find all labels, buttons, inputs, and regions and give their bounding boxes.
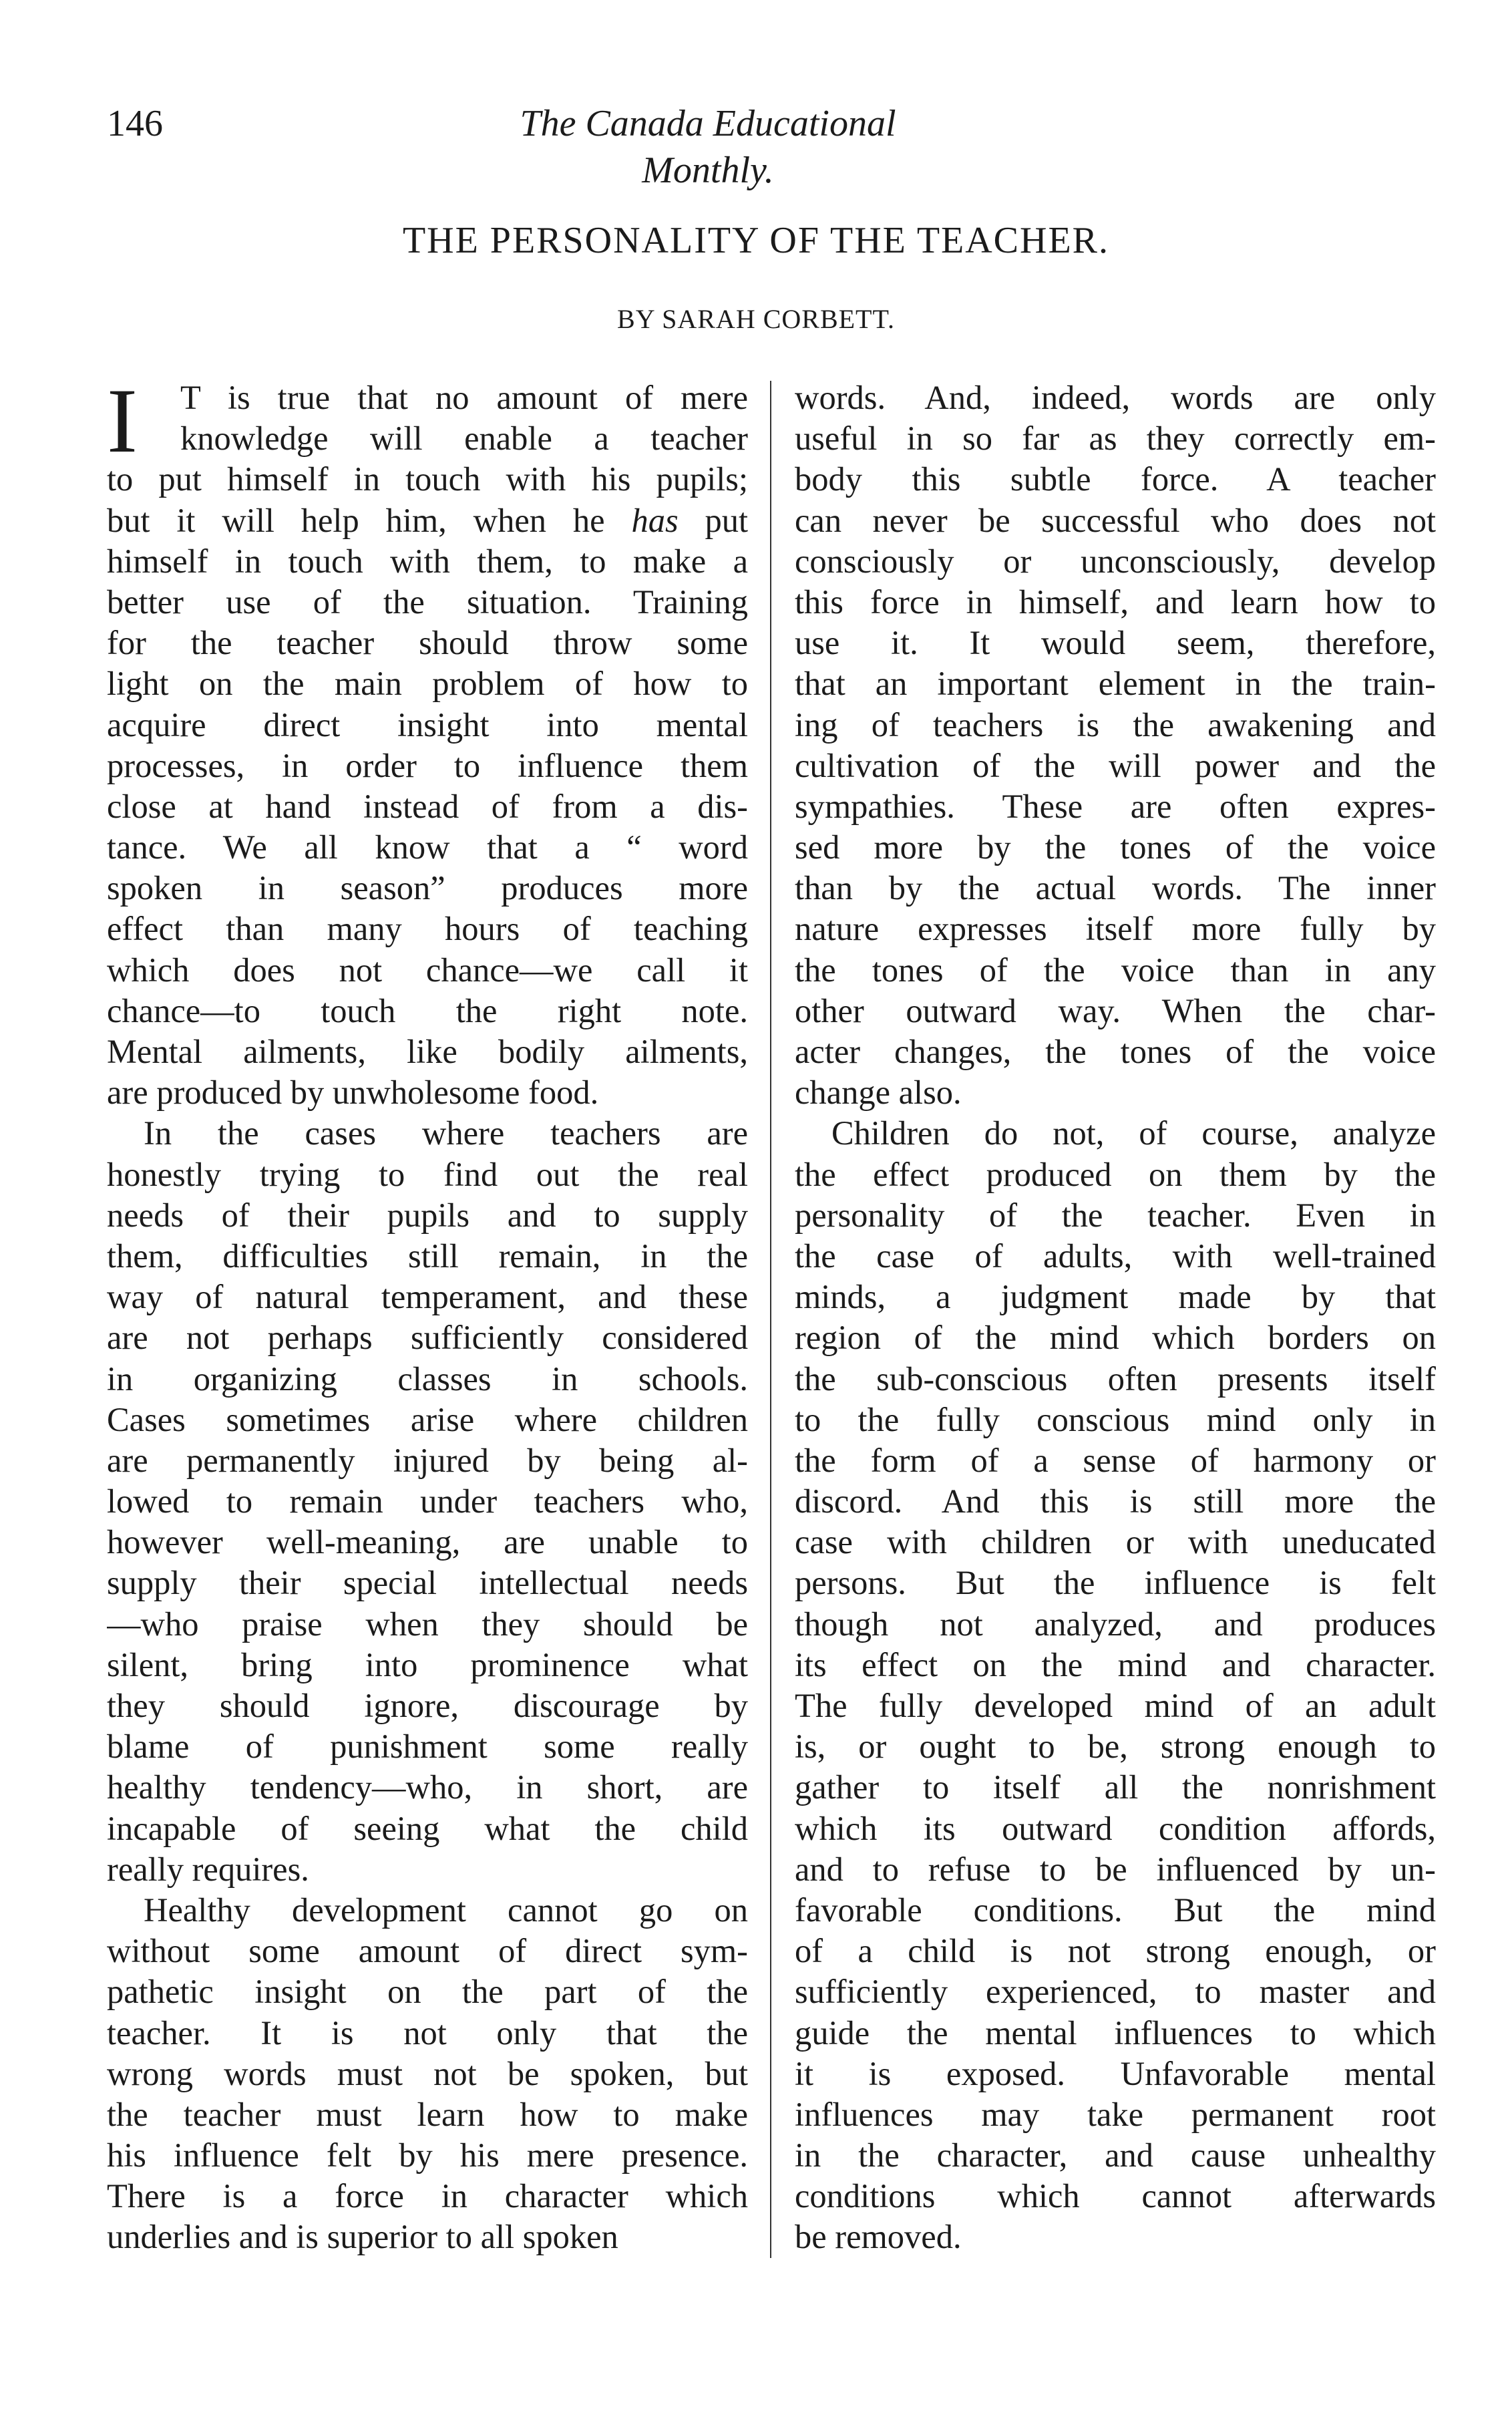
text-line: useful in so far as they correctly em- — [795, 420, 1436, 458]
text-line: change also. — [795, 1074, 962, 1112]
text-line: effect than many hours of teaching — [107, 910, 748, 948]
text-line: persons. But the influence is felt — [795, 1564, 1436, 1602]
text-line: tance. We all know that a “ word — [107, 828, 748, 866]
text-line: however well-meaning, are unable to — [107, 1523, 748, 1561]
text-line: incapable of seeing what the child — [107, 1809, 748, 1847]
journal-title: The Canada Educational Monthly. — [520, 103, 896, 191]
text-line: the form of a sense of harmony or — [795, 1441, 1436, 1479]
text-line: favorable conditions. But the mind — [795, 1891, 1436, 1929]
text-line: to put himself in touch with his pupils; — [107, 460, 748, 498]
text-line: acquire direct insight into mental — [107, 705, 748, 744]
text-line: of a child is not strong enough, or — [795, 1932, 1436, 1970]
text-line: region of the mind which borders on — [795, 1319, 1436, 1357]
text-line: body this subtle force. A teacher — [795, 460, 1436, 498]
text-line: its effect on the mind and character. — [795, 1645, 1436, 1683]
text-line: knowledge will enable a teacher — [180, 420, 748, 458]
text-line: cultivation of the will power and the — [795, 746, 1436, 784]
text-line: in the character, and cause unhealthy — [795, 2136, 1436, 2175]
text-line: In the cases where teachers are — [144, 1114, 748, 1152]
text-line: influences may take permanent root — [795, 2095, 1436, 2133]
article-byline: BY SARAH CORBETT. — [617, 304, 895, 334]
text-line: but it will help him, when he has put — [107, 501, 748, 539]
text-line: Children do not, of course, analyze — [831, 1114, 1436, 1152]
page-number: 146 — [107, 103, 163, 144]
text-line: better use of the situation. Training — [107, 583, 748, 621]
column-rule — [770, 381, 771, 2258]
article-title: THE PERSONALITY OF THE TEACHER. — [402, 220, 1110, 261]
text-line: use it. It would seem, therefore, — [795, 624, 1436, 662]
text-line: processes, in order to influence them — [107, 746, 748, 784]
text-line: Mental ailments, like bodily ailments, — [107, 1033, 748, 1070]
text-line: though not analyzed, and produces — [795, 1605, 1436, 1643]
text-line: way of natural temperament, and these — [107, 1278, 748, 1316]
text-line: sed more by the tones of the voice — [795, 828, 1436, 866]
text-line: other outward way. When the char- — [795, 991, 1436, 1029]
text-line: the case of adults, with well-trained — [795, 1237, 1436, 1275]
text-line: underlies and is superior to all spoken — [107, 2218, 618, 2256]
text-line: the sub-conscious often presents itself — [795, 1359, 1436, 1398]
text-line: discord. And this is still more the — [795, 1482, 1436, 1520]
text-line: Healthy development cannot go on — [144, 1891, 748, 1929]
text-line: be removed. — [795, 2218, 962, 2256]
drop-cap: I — [107, 369, 138, 472]
text-line: which does not chance—we call it — [107, 951, 748, 989]
text-line: supply their special intellectual needs — [107, 1564, 748, 1602]
text-line: wrong words must not be spoken, but — [107, 2054, 748, 2092]
text-line: guide the mental influences to which — [795, 2014, 1436, 2052]
text-line: in organizing classes in schools. — [107, 1359, 748, 1398]
text-line: silent, bring into prominence what — [107, 1645, 748, 1683]
text-line: nature expresses itself more fully by — [795, 910, 1436, 948]
text-line: T is true that no amount of mere — [180, 379, 748, 416]
text-line: conditions which cannot afterwards — [795, 2177, 1436, 2215]
text-line: —who praise when they should be — [107, 1605, 748, 1643]
text-line: The fully developed mind of an adult — [795, 1687, 1436, 1724]
text-line: blame of punishment some really — [107, 1728, 748, 1766]
emphasis: has — [631, 501, 679, 539]
text-line: needs of their pupils and to supply — [107, 1196, 748, 1234]
text-line: words. And, indeed, words are only — [795, 379, 1436, 416]
text-line: they should ignore, discourage by — [107, 1687, 748, 1724]
text-line: teacher. It is not only that the — [107, 2014, 748, 2052]
text-line: close at hand instead of from a dis- — [107, 787, 748, 825]
text-line: are produced by unwholesome food. — [107, 1074, 599, 1112]
text-line: pathetic insight on the part of the — [107, 1973, 748, 2011]
text-line: minds, a judgment made by that — [795, 1278, 1436, 1316]
text-line: is, or ought to be, strong enough to — [795, 1728, 1436, 1766]
text-line: that an important element in the train- — [795, 665, 1436, 703]
text-line: Cases sometimes arise where children — [107, 1400, 748, 1438]
text-line: There is a force in character which — [107, 2177, 748, 2215]
text-line: spoken in season” produces more — [107, 869, 748, 907]
text-line: this force in himself, and learn how to — [795, 583, 1436, 621]
text-line: gather to itself all the nonrishment — [795, 1768, 1436, 1806]
text-line: than by the actual words. The inner — [795, 869, 1436, 907]
text-line: chance—to touch the right note. — [107, 991, 748, 1029]
text-line: healthy tendency—who, in short, are — [107, 1768, 748, 1806]
text-line: personality of the teacher. Even in — [795, 1196, 1436, 1234]
text-line: sympathies. These are often expres- — [795, 787, 1436, 825]
text-line: sufficiently experienced, to master and — [795, 1973, 1436, 2011]
text-line: really requires. — [107, 1850, 309, 1888]
text-line: consciously or unconsciously, develop — [795, 542, 1436, 580]
text-line: to the fully conscious mind only in — [795, 1400, 1436, 1438]
text-line: ing of teachers is the awakening and — [795, 705, 1436, 744]
text-line: the effect produced on them by the — [795, 1155, 1436, 1193]
text-line: himself in touch with them, to make a — [107, 542, 748, 580]
text-line: lowed to remain under teachers who, — [107, 1482, 748, 1520]
text-line: honestly trying to find out the real — [107, 1155, 748, 1193]
text-line: his influence felt by his mere presence. — [107, 2136, 748, 2175]
text-line: can never be successful who does not — [795, 501, 1436, 539]
text-line: and to refuse to be influenced by un- — [795, 1850, 1436, 1888]
text-line: are permanently injured by being al- — [107, 1441, 748, 1479]
right-column — [795, 377, 1436, 2258]
text-line: without some amount of direct sym- — [107, 1932, 748, 1970]
text-line: the teacher must learn how to make — [107, 2095, 748, 2133]
text-line: it is exposed. Unfavorable mental — [795, 2054, 1436, 2092]
left-column — [107, 369, 748, 2258]
text-line: for the teacher should throw some — [107, 624, 748, 662]
text-line: which its outward condition affords, — [795, 1809, 1436, 1847]
text-line: them, difficulties still remain, in the — [107, 1237, 748, 1275]
text-line: are not perhaps sufficiently considered — [107, 1319, 748, 1357]
running-head — [107, 100, 1429, 191]
text-line: case with children or with uneducated — [795, 1523, 1436, 1561]
text-line: acter changes, the tones of the voice — [795, 1033, 1436, 1070]
text-line: light on the main problem of how to — [107, 665, 748, 703]
text-line: the tones of the voice than in any — [795, 951, 1436, 989]
